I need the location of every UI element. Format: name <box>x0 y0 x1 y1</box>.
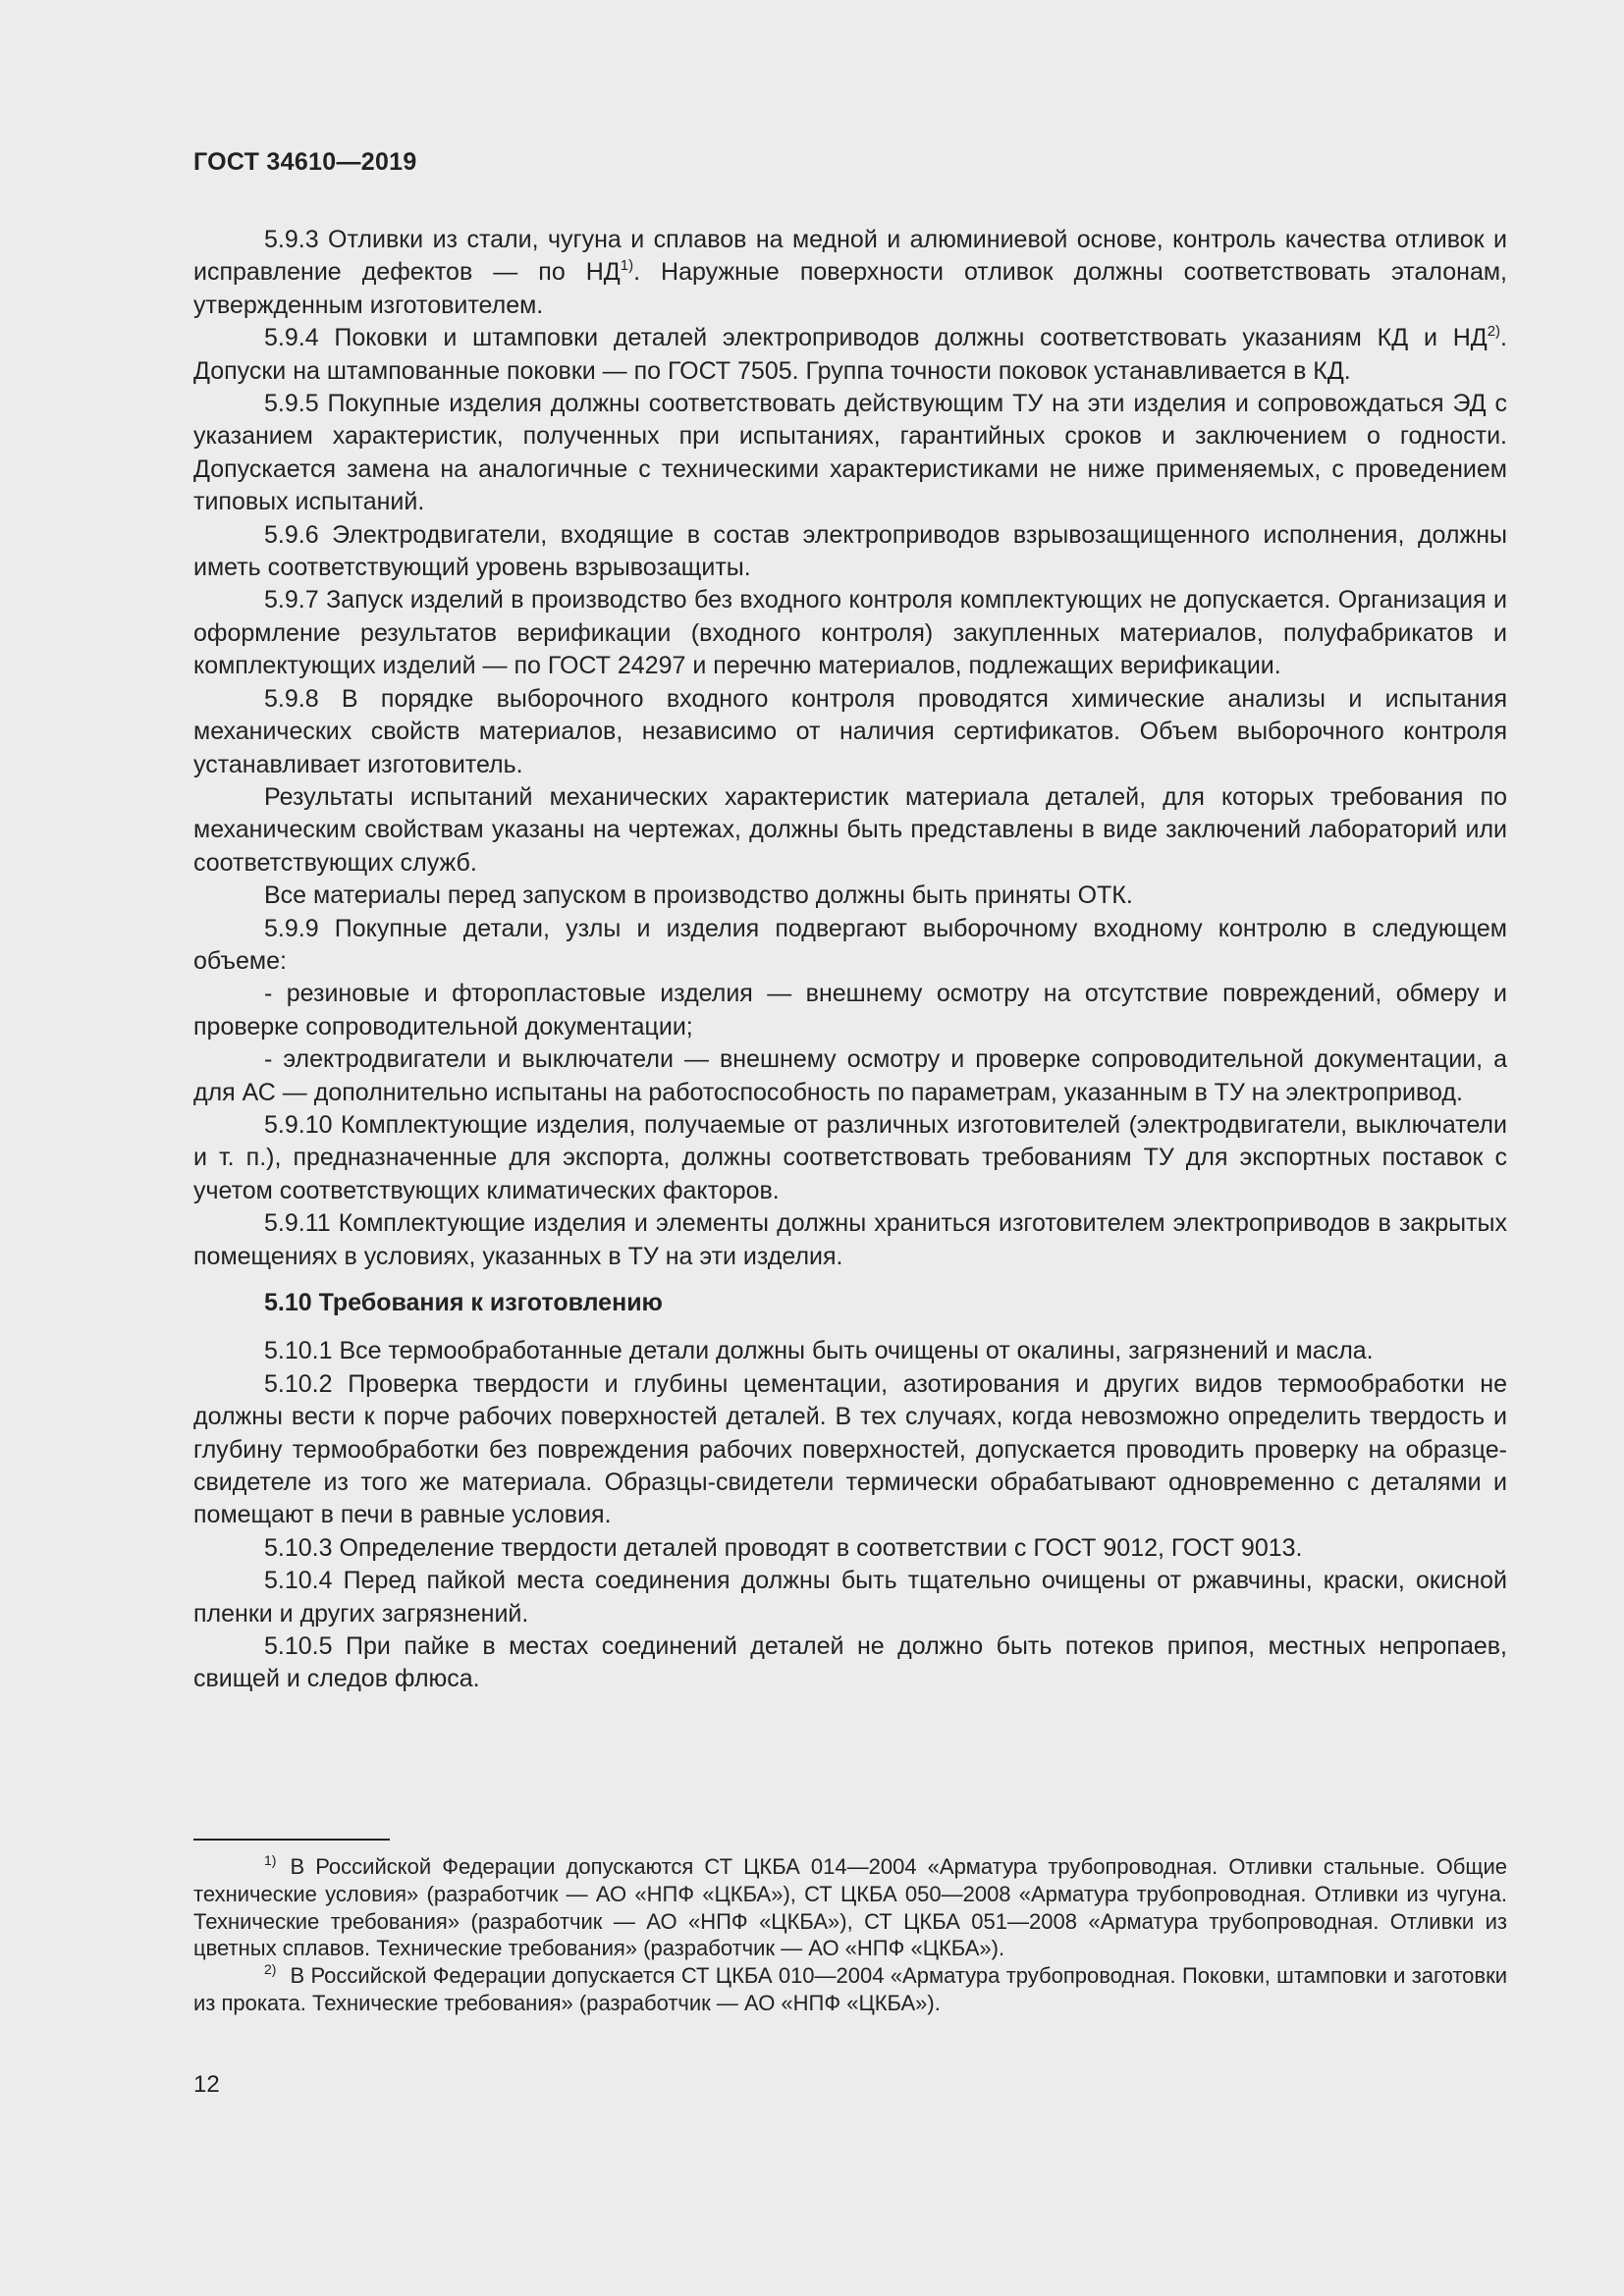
paragraph-5-10-5: 5.10.5 При пайке в местах соединений деталей не должно быть потеков припоя, местных непропаев, свищей и следов флюса. <box>193 1632 1507 1693</box>
paragraph-text: 5.9.4 Поковки и штамповки деталей электроприводов должны соответствовать указаниям КД и НД <box>264 324 1488 352</box>
footnote-divider <box>193 1839 390 1841</box>
footnote-ref-1[interactable]: 1) <box>620 257 634 275</box>
paragraph-5-10-3: 5.10.3 Определение твердости деталей проводят в соответствии с ГОСТ 9012, ГОСТ 9013. <box>264 1533 1303 1562</box>
paragraph-5-9-3 <box>193 224 1507 322</box>
footnotes <box>193 1853 1507 2017</box>
footnote-ref-2[interactable]: 2) <box>1487 323 1501 341</box>
paragraph-5-9-6: 5.9.6 Электродвигатели, входящие в состав электроприводов взрывозащищенного исполнения, должны иметь соответствующий уровень взрывозащиты. <box>193 520 1507 582</box>
footnote-mark: 2) <box>264 1961 277 1978</box>
paragraph-5-10-4: 5.10.4 Перед пайкой места соединения должны быть тщательно очищены от ржавчины, краски, окисной пленки и других загрязнений. <box>193 1567 1507 1628</box>
list-item-motors: - электродвигатели и выключатели — внешнему осмотру и проверке сопроводительной документации, а для АС — дополнительно испытаны на работоспособность по параметрам, указанным в ТУ на электропривод. <box>193 1045 1507 1106</box>
document-code-header: ГОСТ 34610—2019 <box>193 148 417 176</box>
paragraph-5-9-4 <box>193 322 1507 388</box>
paragraph-5-9-8: 5.9.8 В порядке выборочного входного контроля проводятся химические анализы и испытания механических свойств материалов, независимо от наличия сертификатов. Объем выборочного контроля устанавливает изготовитель. <box>193 684 1507 778</box>
paragraph-5-9-10: 5.9.10 Комплектующие изделия, получаемые от различных изготовителей (электродвигатели, выключатели и т. п.), предназначенные для экспорта, должны соответствовать требованиям ТУ для экспортных поставок с учетом соответствующих климатических факторов. <box>193 1110 1507 1204</box>
paragraph-5-9-5: 5.9.5 Покупные изделия должны соответствовать действующим ТУ на эти изделия и сопровождаться ЭД с указанием характеристик, полученных при испытаниях, гарантийных сроков и заключением о годности. Допускается замена на аналогичные с техническими характеристиками не ниже применяемых, с проведением типовых испытаний. <box>193 390 1507 516</box>
paragraph-5-10-2: 5.10.2 Проверка твердости и глубины цементации, азотирования и других видов термообработки не должны вести к порче рабочих поверхностей деталей. В тех случаях, когда невозможно определить твердость и глубину термообработки без повреждения рабочих поверхностей, допускается проводить проверку на образце-свидетеле из того же материала. Образцы-свидетели термически обрабатывают одновременно с деталями и помещают в печи в равные условия. <box>193 1369 1507 1529</box>
footnote-1 <box>193 1853 1507 1962</box>
paragraph-text: 5.9.3 Отливки из стали, чугуна и сплавов на медной и алюминиевой основе, контроль качества отливок и исправление дефектов — по НД <box>193 226 1507 287</box>
paragraph-text: . Наружные поверхности отливок должны соответствовать эталонам, утвержденным изготовителем. <box>193 258 1507 319</box>
list-item-rubber: - резиновые и фторопластовые изделия — внешнему осмотру на отсутствие повреждений, обмеру и проверке сопроводительной документации; <box>193 980 1507 1041</box>
section-heading-5-10: 5.10 Требования к изготовлению <box>264 1289 663 1316</box>
paragraph-5-9-8-materials: Все материалы перед запуском в производство должны быть приняты ОТК. <box>264 881 1133 910</box>
footnote-mark: 1) <box>264 1852 277 1868</box>
paragraph-5-9-11: 5.9.11 Комплектующие изделия и элементы должны храниться изготовителем электроприводов в закрытых помещениях в условиях, указанных в ТУ на эти изделия. <box>193 1209 1507 1270</box>
paragraph-5-9-8-results: Результаты испытаний механических характеристик материала деталей, для которых требования по механическим свойствам указаны на чертежах, должны быть представлены в виде заключений лабораторий или соответствующих служб. <box>193 782 1507 877</box>
footnote-text: В Российской Федерации допускается СТ ЦКБА 010—2004 «Арматура трубопроводная. Поковки, штамповки и заготовки из проката. Технические требования» (разработчик — АО «НПФ «ЦКБА»). <box>193 1963 1507 2015</box>
page-number: 12 <box>193 2071 220 2098</box>
paragraph-5-9-7: 5.9.7 Запуск изделий в производство без входного контроля комплектующих не допускается. Организация и оформление результатов верификации (входного контроля) закупленных материалов, полуфабрикатов и комплектующих изделий — по ГОСТ 24297 и перечню материалов, подлежащих верификации. <box>193 586 1507 680</box>
paragraph-5-10-1: 5.10.1 Все термообработанные детали должны быть очищены от окалины, загрязнений и масла. <box>264 1337 1374 1365</box>
footnote-2 <box>193 1962 1507 2017</box>
paragraph-text: . Допуски на штампованные поковки — по ГОСТ 7505. Группа точности поковок устанавливается в КД. <box>193 324 1507 385</box>
paragraph-5-9-9: 5.9.9 Покупные детали, узлы и изделия подвергают выборочному входному контролю в следующем объеме: <box>193 914 1507 975</box>
footnote-text: В Российской Федерации допускаются СТ ЦКБА 014—2004 «Арматура трубопроводная. Отливки стальные. Общие технические условия» (разработчик — АО «НПФ «ЦКБА»), СТ ЦКБА 050—2008 «Арматура трубопроводная. Отливки из чугуна. Технические требования» (разработчик — АО «НПФ «ЦКБА»), СТ ЦКБА 051—2008 «Арматура трубопроводная. Отливки из цветных сплавов. Технические требования» (разработчик — АО «НПФ «ЦКБА»). <box>193 1854 1507 1961</box>
document-body <box>193 224 1507 1696</box>
